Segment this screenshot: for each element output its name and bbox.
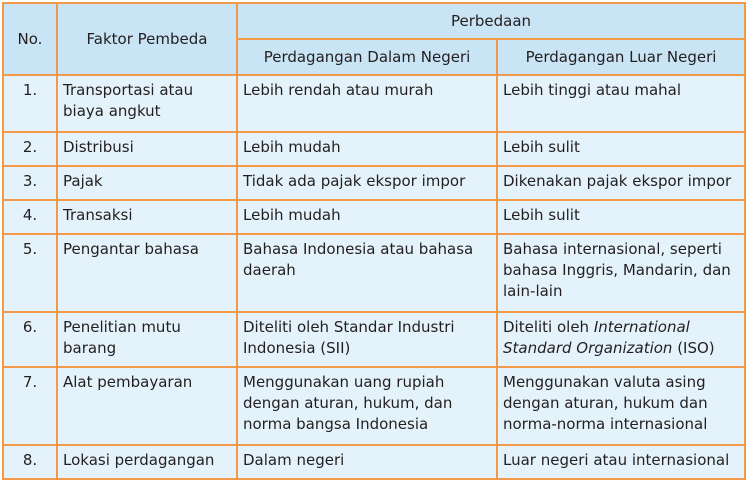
row-no: 5. [3,234,57,312]
row-factor: Transportasi atau biaya angkut [57,75,237,132]
table-row [3,132,745,166]
row-no: 2. [3,132,57,166]
row-foreign: Lebih tinggi atau mahal [497,75,745,132]
row-foreign: Lebih sulit [497,200,745,234]
row-no: 4. [3,200,57,234]
row-factor: Distribusi [57,132,237,166]
header-domestic: Perdagangan Dalam Negeri [237,39,497,75]
row-factor: Pengantar bahasa [57,234,237,312]
table-row [3,312,745,367]
row-domestic: Tidak ada pajak ekspor impor [237,166,497,200]
row-domestic: Diteliti oleh Standar Industri Indonesia (SII) [237,312,497,367]
header-no: No. [3,3,57,75]
table-row [3,166,745,200]
row-foreign: Lebih sulit [497,132,745,166]
header-group: Perbedaan [237,3,745,39]
row-foreign: Menggunakan valuta asing dengan aturan, hukum dan norma-norma internasional [497,367,745,445]
row-no: 1. [3,75,57,132]
row-domestic: Bahasa Indonesia atau bahasa daerah [237,234,497,312]
row-factor: Lokasi perdagangan [57,445,237,479]
row-no: 8. [3,445,57,479]
row-domestic: Lebih rendah atau murah [237,75,497,132]
header-factor: Faktor Pembeda [57,3,237,75]
header-row-top [3,3,745,39]
row-foreign: Bahasa internasional, seperti bahasa Inggris, Mandarin, dan lain-lain [497,234,745,312]
row-foreign: Luar negeri atau internasional [497,445,745,479]
row-foreign-prefix: Diteliti oleh [503,318,594,336]
row-no: 3. [3,166,57,200]
row-domestic: Dalam negeri [237,445,497,479]
header-foreign: Perdagangan Luar Negeri [497,39,745,75]
row-domestic: Menggunakan uang rupiah dengan aturan, hukum, dan norma bangsa Indonesia [237,367,497,445]
row-no: 6. [3,312,57,367]
table-row [3,234,745,312]
table-row [3,445,745,479]
table-row [3,200,745,234]
row-domestic: Lebih mudah [237,200,497,234]
row-factor: Penelitian mutu barang [57,312,237,367]
row-factor: Alat pembayaran [57,367,237,445]
row-factor: Transaksi [57,200,237,234]
row-foreign-italic: International Standard Organization [503,318,690,357]
table-row [3,367,745,445]
row-foreign [497,312,745,367]
row-domestic: Lebih mudah [237,132,497,166]
row-foreign: Dikenakan pajak ekspor impor [497,166,745,200]
table-row [3,75,745,132]
row-foreign-suffix: (ISO) [672,339,715,357]
row-no: 7. [3,367,57,445]
comparison-table [2,2,746,480]
row-factor: Pajak [57,166,237,200]
